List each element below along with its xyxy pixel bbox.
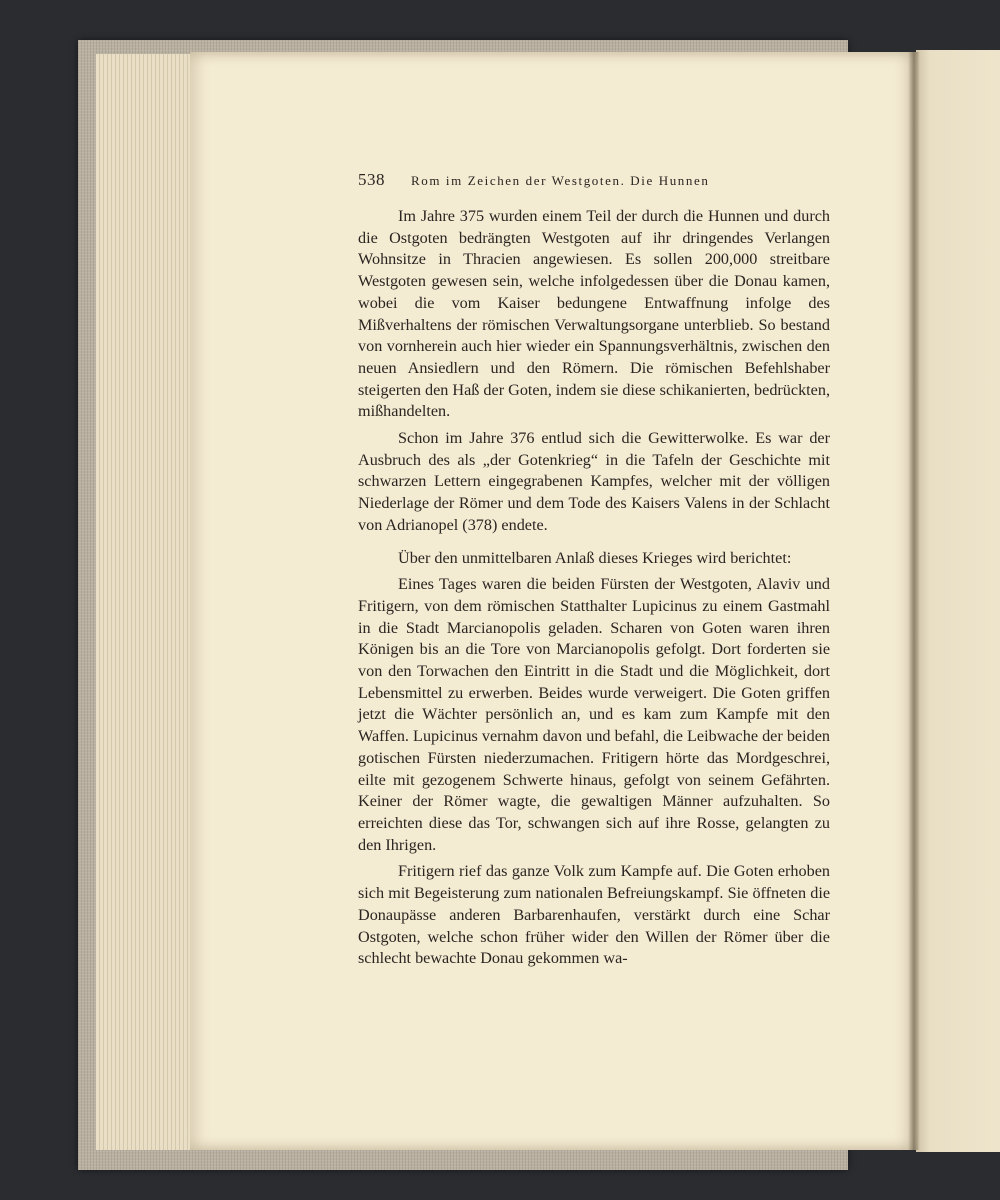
paragraph: Im Jahre 375 wurden einem Teil der durch die Hunnen und durch die Ostgoten bedrängten Westgoten auf ihr dringendes Verlangen Wohnsitze in Thracien angewiesen. Es sollen 200,000 streitbare Westgoten gewesen sein, welche infolgedessen über die Donau kamen, wobei die vom Kaiser bedungene Entwaffnung infolge des Mißverhaltens der römischen Verwaltungsorgane unterblieb. So bestand von vornherein auch hier wieder ein Spannungsverhältnis, zwischen den neuen Ansiedlern und den Römern. Die römischen Befehlshaber steigerten den Haß der Goten, indem sie diese schikanierten, bedrückten, mißhandelten.	[358, 207, 830, 421]
paragraph: Fritigern rief das ganze Volk zum Kampfe auf. Die Goten erhoben sich mit Begeisterung zum nationalen Befreiungskampf. Sie öffneten die Donaupässe anderen Barbarenhaufen, verstärkt durch eine Schar Ostgoten, welche schon früher wider den Willen der Römer über die schlecht bewachte Donau gekommen wa-	[358, 862, 830, 968]
page-number: 538	[358, 170, 385, 189]
paragraph: Eines Tages waren die beiden Fürsten der Westgoten, Alaviv und Fritigern, von dem römischen Statthalter Lupicinus zu einem Gastmahl in die Stadt Marcianopolis geladen. Scharen von Goten waren ihren Königen bis an die Tore von Marcianopolis gefolgt. Dort forderten sie von den Torwachen den Eintritt in die Stadt und die Möglichkeit, dort Lebensmittel zu erwerben. Beides wurde verweigert. Die Goten griffen jetzt die Wächter persönlich an, und es kam zum Kampfe mit den Waffen. Lupicinus vernahm davon und befahl, die Leibwache der beiden gotischen Fürsten niederzumachen. Fritigern hörte das Mordgeschrei, eilte mit gezogenem Schwerte hinaus, gefolgt von seinem Gefährten. Keiner der Römer wagte, die gewaltigen Männer aufzuhalten. So erreichten diese das Tor, schwangen sich auf ihre Rosse, gelangten zu den Ihrigen.	[358, 575, 830, 854]
paragraph: Über den unmittelbaren Anlaß dieses Krieges wird berichtet:	[398, 548, 792, 567]
page-text	[358, 170, 830, 970]
running-head	[358, 170, 830, 200]
running-title: Rom im Zeichen der Westgoten. Die Hunnen	[411, 173, 710, 188]
facing-page	[916, 50, 1000, 1152]
page-gutter	[908, 52, 920, 1150]
paragraph: Schon im Jahre 376 entlud sich die Gewitterwolke. Es war der Ausbruch des als „der Gotenkrieg“ in die Tafeln der Geschichte mit schwarzen Lettern eingegrabenen Kampfes, welcher mit der völligen Niederlage der Römer und dem Tode des Kaisers Valens in der Schlacht von Adrianopel (378) endete.	[358, 429, 830, 534]
